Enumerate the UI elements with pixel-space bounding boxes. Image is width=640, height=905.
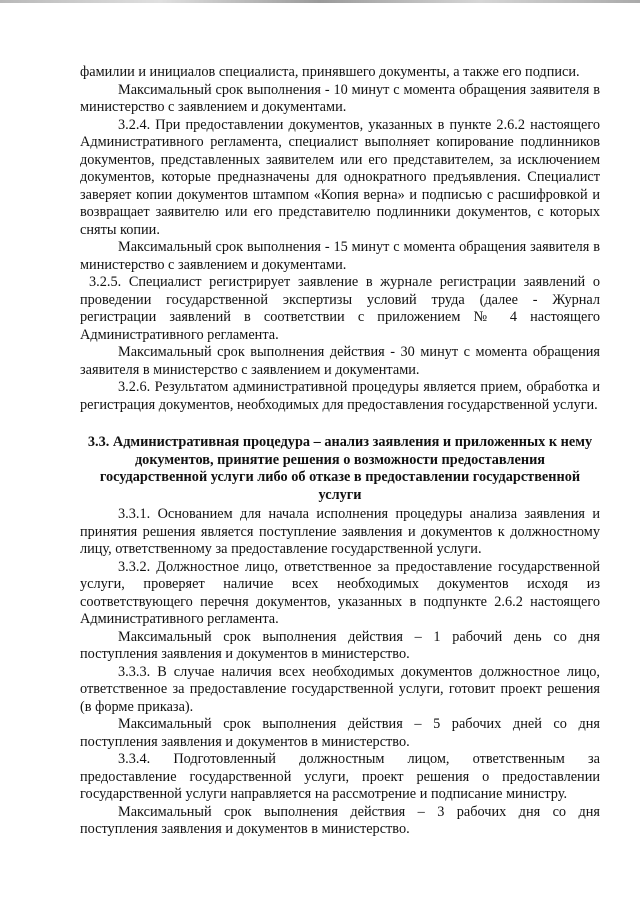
paragraph: фамилии и инициалов специалиста, принявшего документы, а также его подписи. [80,64,580,80]
paragraph: 3.2.5. Специалист регистрирует заявление в журнале регистрации заявлений о проведении государственной экспертизы условий труда (далее - Журнал регистрации заявлений в соответствии с приложением № 4 настоящего Административного регламента. [80,274,600,343]
paragraph: 3.3.2. Должностное лицо, ответственное за предоставление государственной услуги, проверяет наличие всех необходимых документов исходя из соответствующего перечня документов, указанных в подпункте 2.6.2 настоящего Административного регламента. [80,558,600,627]
paragraph: 3.2.4. При предоставлении документов, указанных в пункте 2.6.2 настоящего Административного регламента, специалист выполняет копирование подлинников документов, представленных заявителем или его представителем, за исключением документов, которые предназначены для однократного предъявления. Специалист заверяет копии документов штампом «Копия верна» и подписью с расшифровкой и возвращает заявителю или его представителю подлинники документов, с которых сняты копии. [80,116,600,238]
paragraph: Максимальный срок выполнения действия – 3 рабочих дня со дня поступления заявления и документов в министерство. [80,803,600,837]
paragraph: Максимальный срок выполнения действия – 1 рабочий день со дня поступления заявления и документов в министерство. [80,628,600,662]
section-heading: 3.3. Административная процедура – анализ заявления и приложенных к нему документов, принятие решения о возможности предоставления государственной услуги либо об отказе в предоставлении государственной услуги [87,434,593,503]
paragraph: 3.2.6. Результатом административной процедуры является прием, обработка и регистрация документов, необходимых для предоставления государственной услуги. [80,379,600,413]
paragraph: 3.3.3. В случае наличия всех необходимых документов должностное лицо, ответственное за предоставление государственной услуги, готовит проект решения (в форме приказа). [80,663,600,715]
paragraph: Максимальный срок выполнения - 15 минут с момента обращения заявителя в министерство с заявлением и документами. [80,239,600,273]
paragraph: Максимальный срок выполнения действия – 5 рабочих дней со дня поступления заявления и документов в министерство. [80,716,600,750]
document-body [80,64,600,839]
scan-edge-decoration [0,0,640,3]
paragraph: Максимальный срок выполнения действия - 30 минут с момента обращения заявителя в министерство с заявлением и документами. [80,344,600,378]
paragraph: 3.3.1. Основанием для начала исполнения процедуры анализа заявления и принятия решения является поступление заявления и документов к должностному лицу, ответственному за предоставление государственной услуги. [80,506,600,557]
paragraph: 3.3.4. Подготовленный должностным лицом, ответственным за предоставление государственной услуги, проект решения о предоставлении государственной услуги направляется на рассмотрение и подписание министру. [80,751,600,802]
paragraph: Максимальный срок выполнения - 10 минут с момента обращения заявителя в министерство с заявлением и документами. [80,81,600,115]
